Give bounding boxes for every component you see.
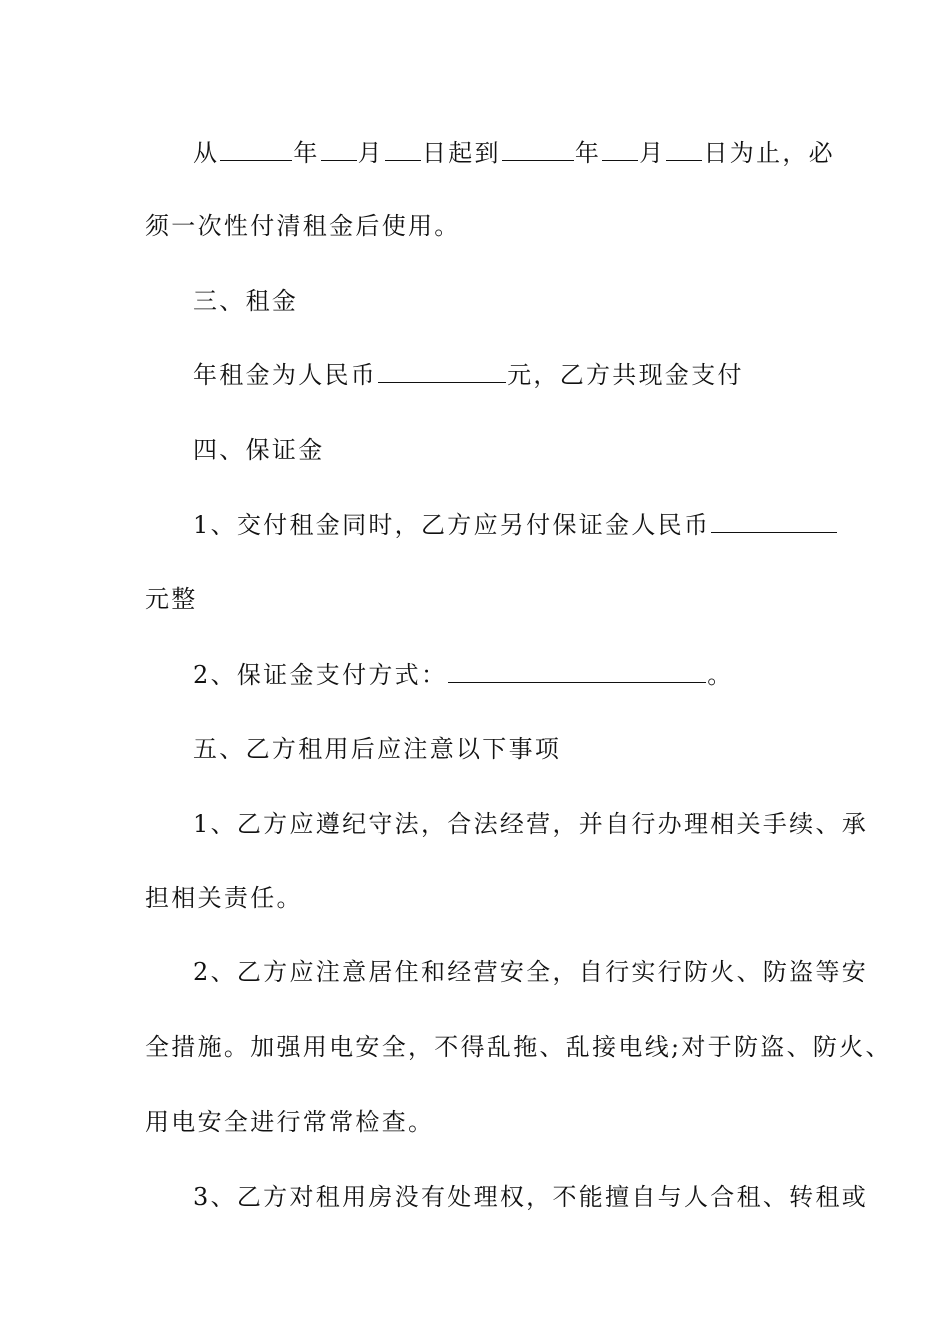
section-heading-deposit: 四、保证金 <box>193 436 325 464</box>
text-segment: 月 <box>357 139 384 167</box>
start-month-blank[interactable] <box>321 138 357 161</box>
paragraph-line: 用电安全进行常常检查。 <box>145 1108 435 1136</box>
paragraph-line: 元整 <box>145 585 198 613</box>
end-year-blank[interactable] <box>502 138 574 161</box>
paragraph-line: 全措施。加强用电安全，不得乱拖、乱接电线;对于防盗、防火、 <box>145 1033 892 1061</box>
text-segment: 从 <box>193 139 220 167</box>
deposit-amount-blank[interactable] <box>711 510 837 533</box>
deposit-method-line <box>193 660 873 690</box>
lease-period-line <box>193 138 873 168</box>
rent-amount-blank[interactable] <box>378 360 506 383</box>
section-heading-rent: 三、租金 <box>193 287 299 315</box>
text-segment: 元，乙方共现金支付 <box>507 361 744 389</box>
section-heading-notes: 五、乙方租用后应注意以下事项 <box>193 735 562 763</box>
text-segment: 年 <box>293 139 320 167</box>
text-segment: 日为止，必 <box>703 139 835 167</box>
end-month-blank[interactable] <box>602 138 638 161</box>
text-segment: 。 <box>707 661 734 689</box>
text-segment: 年租金为人民币 <box>193 361 378 389</box>
text-segment: 年 <box>574 139 602 167</box>
text-segment: 日起到 <box>421 139 501 167</box>
end-day-blank[interactable] <box>666 138 702 161</box>
text-segment: 月 <box>639 139 666 167</box>
text-segment: 2、保证金支付方式： <box>193 661 448 689</box>
paragraph-line: 3、乙方对租用房没有处理权，不能擅自与人合租、转租或 <box>193 1183 869 1211</box>
paragraph-line: 须一次性付清租金后使用。 <box>145 212 461 240</box>
deposit-amount-line <box>193 510 873 540</box>
text-segment: 1、交付租金同时，乙方应另付保证金人民币 <box>193 511 711 539</box>
deposit-method-blank[interactable] <box>448 660 706 683</box>
start-year-blank[interactable] <box>220 138 292 161</box>
paragraph-line: 1、乙方应遵纪守法，合法经营，并自行办理相关手续、承 <box>193 810 869 838</box>
paragraph-line: 2、乙方应注意居住和经营安全，自行实行防火、防盗等安 <box>193 958 869 986</box>
annual-rent-line <box>193 360 873 390</box>
paragraph-line: 担相关责任。 <box>145 884 303 912</box>
start-day-blank[interactable] <box>385 138 421 161</box>
